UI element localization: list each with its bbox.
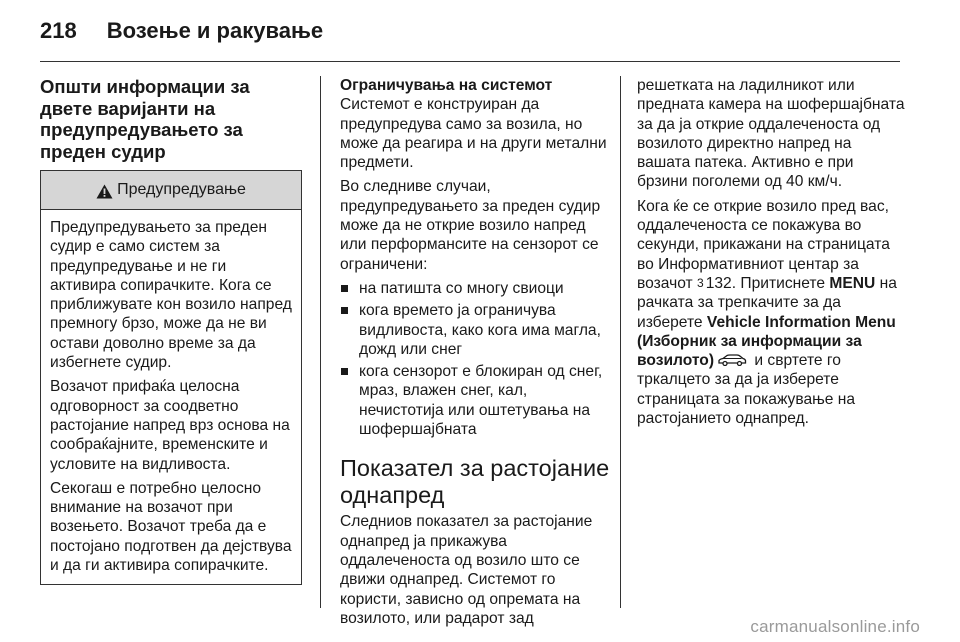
- text-run: на рачката за трепкачите за да изберете: [637, 274, 897, 331]
- warning-title: Предупредување: [117, 181, 246, 199]
- text-run: и свртете го тркалцето за да ја изберете страницата за покажување на растојанието однапред.: [637, 352, 856, 428]
- car-icon: [717, 354, 747, 366]
- page-reference-link[interactable]: 132: [705, 274, 732, 292]
- column-1: [40, 76, 302, 585]
- paragraph: решетката на ладилникот или предната камера на шофершајбната за да ја открие оддалеченоста од возилото директно напред на вашата патека. Активно е при брзини поголеми од 40 км/ч.: [637, 77, 905, 191]
- text-run: . Притиснете: [731, 274, 830, 292]
- column-3: [637, 76, 907, 433]
- bullet-icon: [341, 307, 348, 314]
- limits-list: [340, 279, 610, 439]
- watermark: carmanualsonline.info: [750, 617, 920, 636]
- list-item-text: на патишта со многу свиоци: [359, 279, 564, 297]
- paragraph: [637, 197, 907, 429]
- warning-paragraph: Предупредувањето за преден судир е само систем за предупредување и не ги активира сопирачките. Кога се приближувате кон возило напред премногу брзо, може да не ви остави доволно време за да избегнете судир.: [50, 219, 292, 372]
- list-item: [340, 301, 610, 359]
- list-item: [340, 279, 610, 298]
- warning-paragraph: Возачот прифаќа целосна одговорност за соодветно растојание напред врз основа на сообраќајните, временските и условите на видливоста.: [50, 378, 290, 473]
- paragraph: Следниов показател за растојание однапред ја прикажува оддалеченоста од возило што се движи однапред. Системот го користи, зависно од опремата на возилото, или радарот зад: [340, 513, 593, 627]
- section-heading: Показател за растојание однапред: [340, 455, 610, 509]
- page-reference-icon: 3: [697, 275, 704, 290]
- page-number: 218: [40, 18, 77, 43]
- column-divider-2: [620, 76, 621, 608]
- bullet-icon: [341, 285, 348, 292]
- list-item: [340, 362, 610, 439]
- warning-triangle-icon: [96, 184, 113, 199]
- warning-header: [41, 171, 301, 210]
- column-2: [340, 76, 610, 633]
- list-item-text: кога сензорот е блокиран од снег, мраз, влажен снег, кал, нечистотија или оштетувања на шофершајбната: [359, 363, 603, 439]
- menu-button-label: MENU: [829, 274, 876, 292]
- paragraph: Системот е конструиран да предупредува само за возила, но може да реагира и на други метални предмети.: [340, 96, 607, 172]
- chapter-title: Возење и ракување: [106, 18, 324, 43]
- column-divider-1: [320, 76, 321, 608]
- header-divider: [40, 61, 900, 62]
- warning-body: [41, 210, 301, 584]
- list-item-text: кога времето ја ограничува видливоста, како кога има магла, дожд или снег: [359, 302, 601, 358]
- vehicle-info-menu-label: Vehicle Information Menu (Изборник за информации за возилото): [637, 313, 896, 370]
- warning-box: [40, 170, 302, 585]
- bullet-icon: [341, 368, 348, 375]
- page-header: [40, 18, 323, 58]
- text-run: Кога ќе се открие возило пред вас, оддалеченоста се покажува во секунди, прикажани на страницата во Информативниот центар за возачот: [637, 197, 890, 292]
- general-info-heading: Општи информации за двете варијанти на предупредувањето за преден судир: [40, 76, 250, 162]
- paragraph: Во следниве случаи, предупредувањето за преден судир може да не открие возило напред или перформансите на сензорот се ограничени:: [340, 178, 601, 273]
- system-limits-heading: Ограничувања на системот: [340, 77, 553, 94]
- warning-paragraph: Секогаш е потребно целосно внимание на возачот при возењето. Возачот треба да е постојано подготвен да дејствува и да ги активира сопирачките.: [50, 479, 292, 575]
